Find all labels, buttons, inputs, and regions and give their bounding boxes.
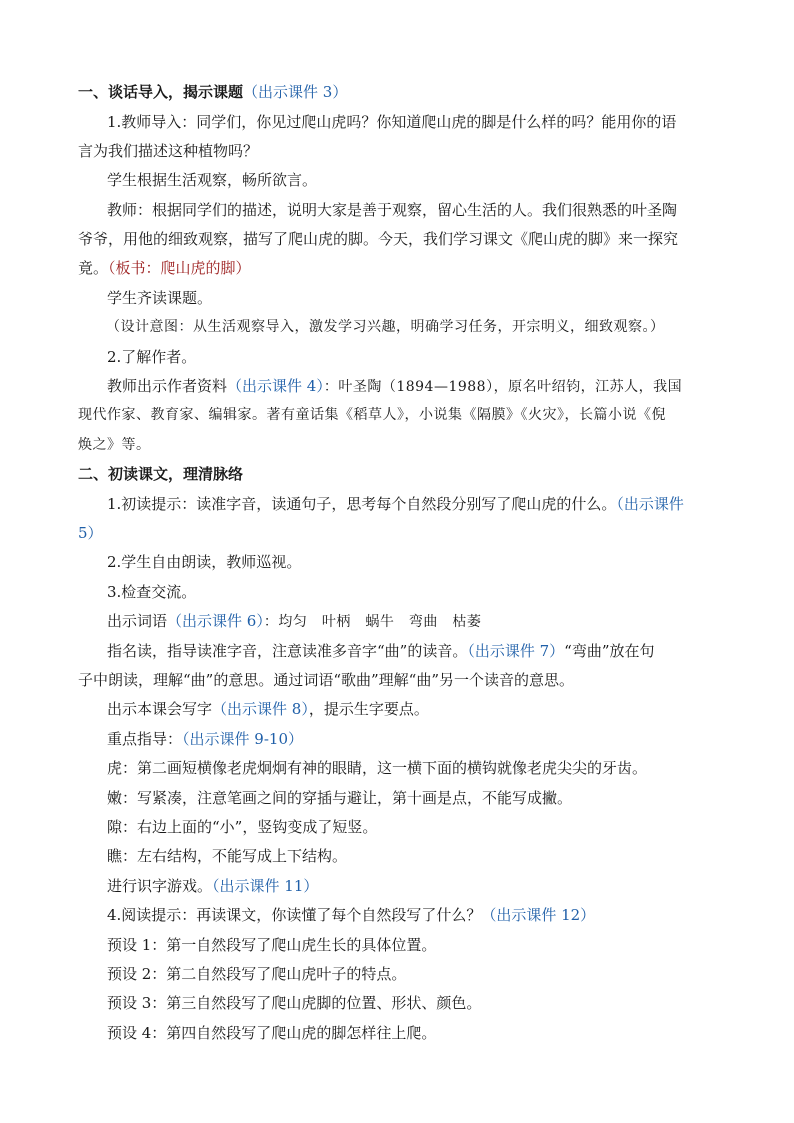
design-intent: （设计意图：从生活观察导入，激发学习兴趣，明确学习任务，开宗明义，细致观察。） — [106, 319, 665, 335]
courseware-ref: （出示课件 11） — [212, 877, 319, 895]
paragraph-line: 言为我们描述这种植物吗？ — [78, 142, 259, 160]
paragraph-line — [107, 376, 682, 397]
paragraph-line: 爷爷，用他的细致观察，描写了爬山虎的脚。今天，我们学习课文《爬山虎的脚》来一探究 — [78, 230, 679, 248]
paragraph-line: 1.教师导入：同学们，你见过爬山虎吗？你知道爬山虎的脚是什么样的吗？能用你的语 — [107, 113, 677, 131]
char-guide-qiao: 瞧：左右结构，不能写成上下结构。 — [107, 847, 348, 865]
paragraph-text: 重点指导： — [107, 730, 183, 748]
paragraph-line: 学生根据生活观察，畅所欲言。 — [107, 171, 318, 189]
author-bio-line: 现代作家、教育家、编辑家。著有童话集《稻草人》，小说集《隔膜》《火灾》，长篇小说《倪 — [78, 407, 666, 423]
paragraph-line — [107, 876, 318, 896]
section1-heading-text: 一、谈话导入，揭示课题 — [78, 83, 244, 101]
vocab-list: ：均匀 叶柄 蜗牛 弯曲 枯萎 — [263, 614, 482, 630]
paragraph-line: 子中朗读，理解“曲”的意思。通过词语“歌曲”理解“曲”另一个读音的意思。 — [78, 671, 575, 689]
char-guide-nen: 嫩：写紧凑，注意笔画之间的穿插与避让，第十画是点，不能写成撇。 — [107, 789, 573, 807]
paragraph-line: 2.学生自由朗读，教师巡视。 — [107, 553, 302, 571]
paragraph-text: ，提示生字要点。 — [308, 700, 429, 718]
paragraph-line — [107, 641, 655, 661]
courseware-ref: （出示课件 3） — [243, 83, 348, 101]
paragraph-line — [78, 258, 251, 278]
preset-item: 预设 1：第一自然段写了爬山虎生长的具体位置。 — [107, 936, 437, 954]
paragraph-text: 竟。 — [78, 259, 109, 277]
paragraph-line — [107, 729, 303, 749]
paragraph-text: 指名读，指导读准字音，注意读准多音字“曲”的读音。 — [107, 642, 468, 660]
courseware-ref: （出示课件 8） — [212, 700, 309, 718]
paragraph-text: 出示词语 — [107, 612, 168, 630]
paragraph-line — [78, 523, 103, 543]
courseware-ref: （出示课件 9-10） — [182, 730, 303, 748]
paragraph-text: 出示本课会写字 — [107, 700, 213, 718]
preset-item: 预设 4：第四自然段写了爬山虎的脚怎样往上爬。 — [107, 1024, 437, 1042]
paragraph-line — [107, 611, 481, 632]
paragraph-line — [107, 494, 684, 514]
paragraph-line: 2.了解作者。 — [107, 348, 197, 366]
courseware-ref: （出示课件 — [616, 495, 684, 513]
paragraph-text: 教师出示作者资料 — [107, 377, 228, 395]
preset-item: 预设 2：第二自然段写了爬山虎叶子的特点。 — [107, 965, 407, 983]
paragraph-text: 进行识字游戏。 — [107, 877, 213, 895]
paragraph-text: 1.初读提示：读准字音，读通句子，思考每个自然段分别写了爬山虎的什么。 — [107, 495, 617, 513]
char-guide-hu: 虎：第二画短横像老虎炯炯有神的眼睛，这一横下面的横钩就像老虎尖尖的牙齿。 — [107, 759, 648, 777]
paragraph-text: “弯曲”放在句 — [564, 642, 655, 660]
author-bio-text: ：叶圣陶（1894—1988），原名叶绍钧，江苏人，我国 — [323, 379, 683, 395]
paragraph-text: 4.阅读提示：再读课文，你读懂了每个自然段写了什么？ — [107, 906, 482, 924]
courseware-ref: （出示课件 7） — [467, 642, 565, 660]
paragraph-line: 学生齐读课题。 — [107, 289, 213, 307]
courseware-ref: （出示课件 6） — [167, 612, 264, 630]
courseware-ref: （出示课件 4） — [227, 377, 324, 395]
paragraph-line: 3.检查交流。 — [107, 583, 197, 601]
section1-heading — [78, 82, 347, 102]
paragraph-line: 教师：根据同学们的描述，说明大家是善于观察，留心生活的人。我们很熟悉的叶圣陶 — [107, 201, 678, 219]
section2-heading: 二、初读课文，理清脉络 — [78, 465, 244, 483]
courseware-ref: 5） — [78, 524, 103, 542]
preset-item: 预设 3：第三自然段写了爬山虎脚的位置、形状、颜色。 — [107, 994, 482, 1012]
board-note: （板书：爬山虎的脚） — [108, 259, 251, 277]
paragraph-line — [107, 905, 595, 925]
courseware-ref: （出示课件 12） — [481, 906, 596, 924]
char-guide-xi: 隙：右边上面的“小”，竖钩变成了短竖。 — [107, 818, 378, 836]
author-bio-line: 焕之》等。 — [78, 437, 151, 453]
paragraph-line — [107, 699, 429, 719]
